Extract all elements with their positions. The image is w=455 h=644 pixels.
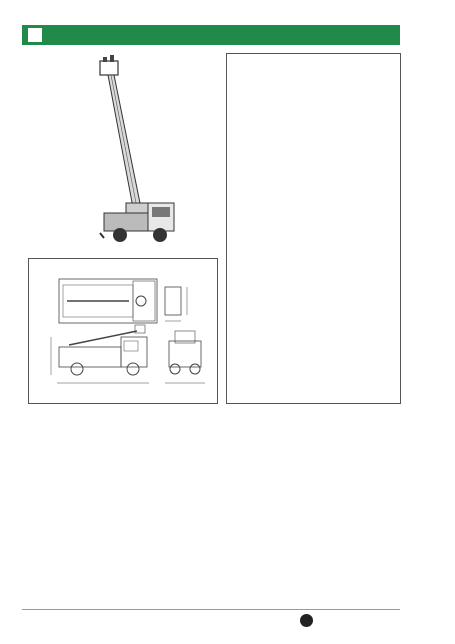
outline-drawing [28, 258, 218, 404]
company-logo [300, 612, 410, 630]
working-range-chart [226, 53, 401, 404]
footer-divider [22, 609, 400, 610]
page-header [22, 25, 400, 45]
product-photo [30, 53, 216, 253]
header-square-icon [28, 28, 42, 42]
logo-mark-icon [300, 614, 313, 627]
